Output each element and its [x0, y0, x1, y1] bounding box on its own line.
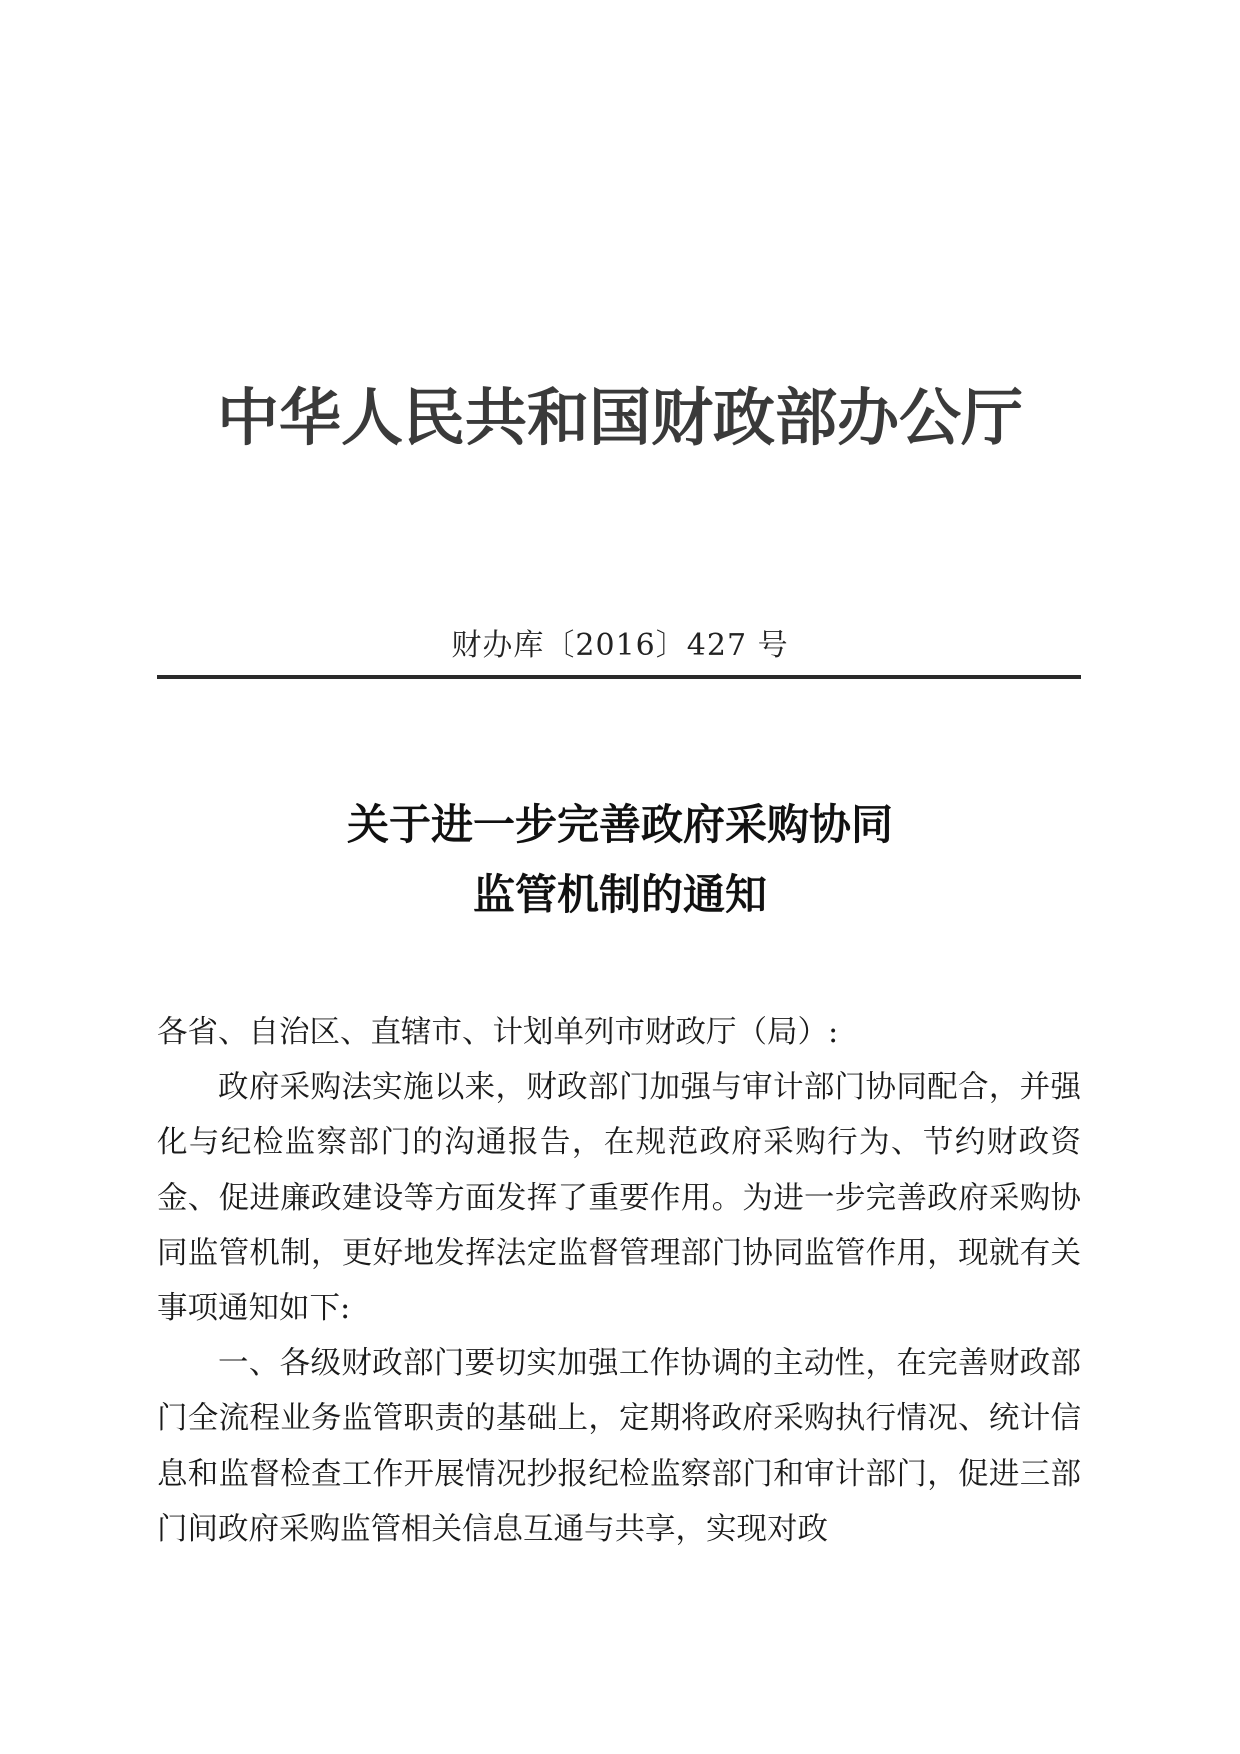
- issuer-header: 中华人民共和国财政部办公厅: [216, 381, 1023, 454]
- title-line-2: 监管机制的通知: [472, 870, 767, 919]
- document-number: 财办库〔2016〕427 号: [451, 628, 789, 663]
- title-line-1: 关于进一步完善政府采购协同: [346, 800, 893, 849]
- paragraph-2: 一、各级财政部门要切实加强工作协调的主动性，在完善财政部门全流程业务监管职责的基础上，定期将政府采购执行情况、统计信息和监督检查工作开展情况抄报纪检监察部门和审计部门，促进三部门间政府采购监管相关信息互通与共享，实现对政: [157, 1346, 1081, 1547]
- document-title: [0, 790, 1240, 930]
- salutation: 各省、自治区、直辖市、计划单列市财政厅（局）:: [157, 1015, 839, 1050]
- paragraph-1: 政府采购法实施以来，财政部门加强与审计部门协同配合，并强化与纪检监察部门的沟通报告，在规范政府采购行为、节约财政资金、促进廉政建设等方面发挥了重要作用。为进一步完善政府采购协同监管机制，更好地发挥法定监督管理部门协同监管作用，现就有关事项通知如下:: [157, 1070, 1081, 1327]
- header-divider: [157, 675, 1081, 679]
- document-body: [157, 1005, 1081, 1557]
